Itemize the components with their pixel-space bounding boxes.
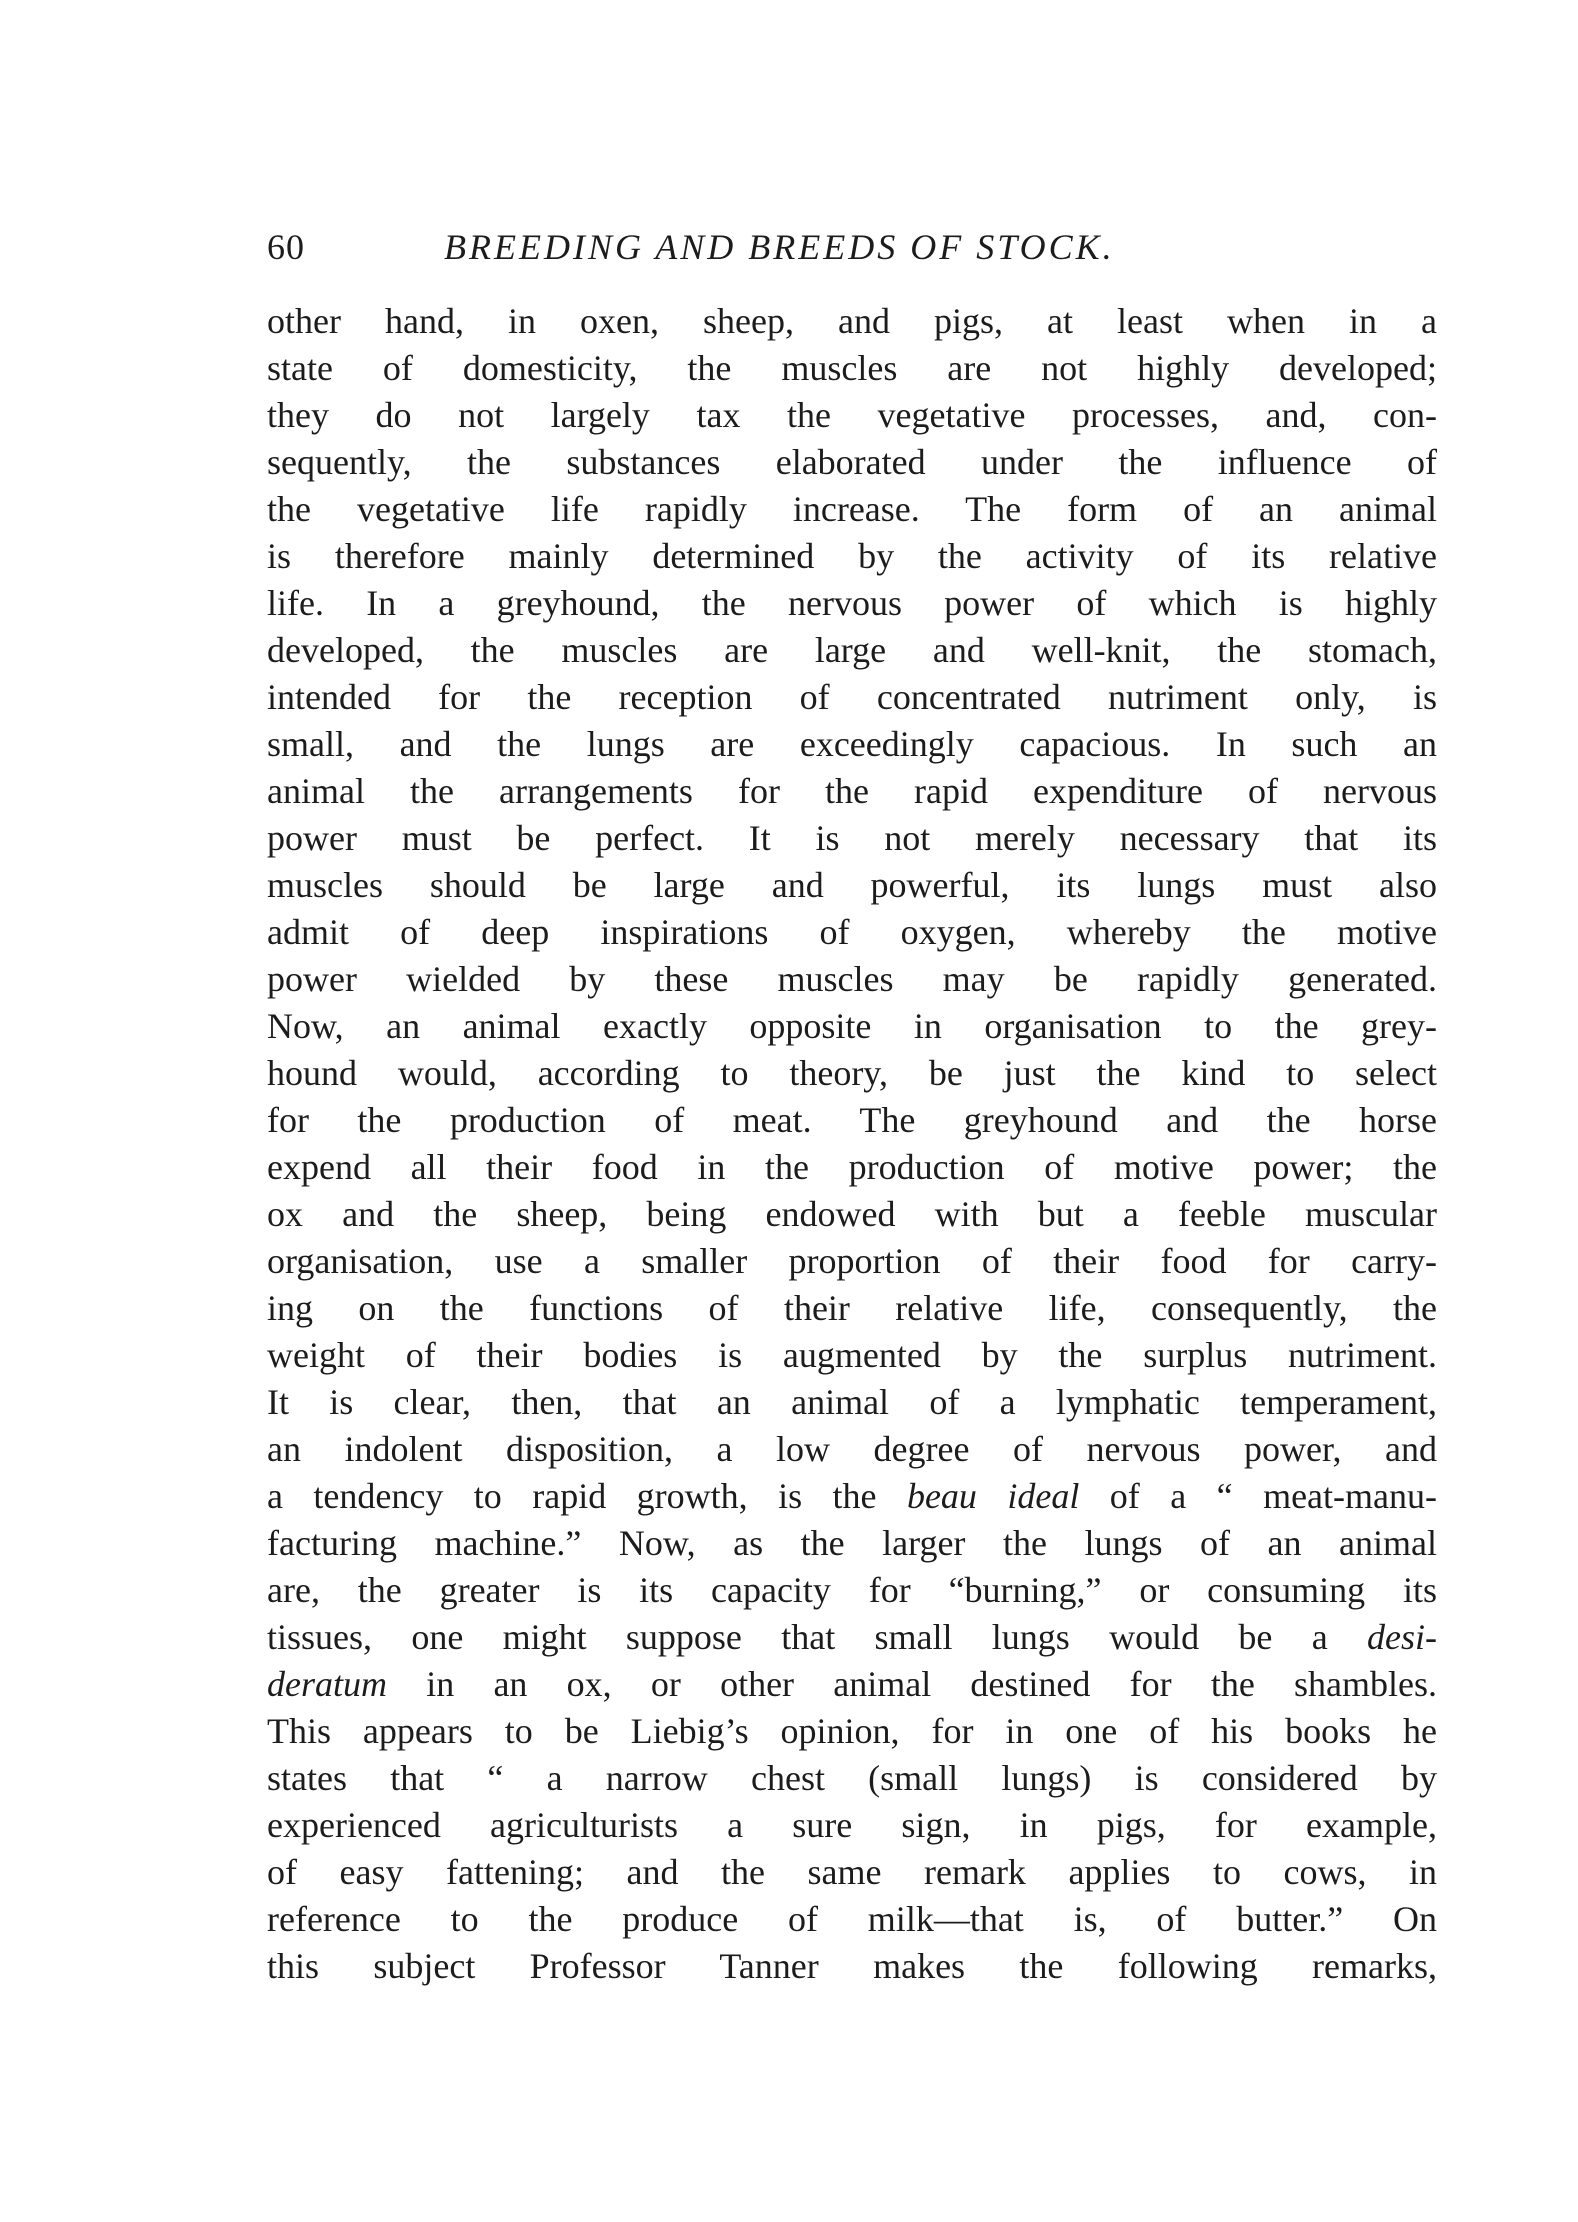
text-line: developed, the muscles are large and well-knit, the stomach,: [267, 630, 1437, 670]
text-line: of easy fattening; and the same remark applies to cows, in: [267, 1852, 1437, 1892]
text-segment: in an ox, or other animal destined for the shambles.: [387, 1664, 1437, 1704]
body-text: [267, 298, 1437, 1990]
text-line: an indolent disposition, a low degree of nervous power, and: [267, 1429, 1437, 1469]
italic-phrase: deratum: [267, 1664, 387, 1704]
text-line: intended for the reception of concentrated nutriment only, is: [267, 677, 1437, 717]
text-line: small, and the lungs are exceedingly capacious. In such an: [267, 724, 1437, 764]
text-line: weight of their bodies is augmented by the surplus nutriment.: [267, 1335, 1437, 1375]
text-line: hound would, according to theory, be just the kind to select: [267, 1053, 1437, 1093]
italic-phrase: desi-: [1367, 1617, 1437, 1657]
text-line: animal the arrangements for the rapid expenditure of nervous: [267, 771, 1437, 811]
text-line: [267, 1661, 1437, 1708]
text-line: power must be perfect. It is not merely necessary that its: [267, 818, 1437, 858]
text-line: life. In a greyhound, the nervous power of which is highly: [267, 583, 1437, 623]
text-line: muscles should be large and powerful, its lungs must also: [267, 865, 1437, 905]
text-line: facturing machine.” Now, as the larger the lungs of an animal: [267, 1523, 1437, 1563]
text-line: for the production of meat. The greyhound and the horse: [267, 1100, 1437, 1140]
text-line: this subject Professor Tanner makes the following remarks,: [267, 1946, 1437, 1986]
text-line: expend all their food in the production of motive power; the: [267, 1147, 1437, 1187]
text-line: states that “ a narrow chest (small lungs) is considered by: [267, 1758, 1437, 1798]
text-line: [267, 1473, 1437, 1520]
text-line: experienced agriculturists a sure sign, in pigs, for example,: [267, 1805, 1437, 1845]
text-line: ox and the sheep, being endowed with but a feeble muscular: [267, 1194, 1437, 1234]
text-line: organisation, use a smaller proportion of their food for carry-: [267, 1241, 1437, 1281]
text-line: they do not largely tax the vegetative processes, and, con-: [267, 395, 1437, 435]
text-line: other hand, in oxen, sheep, and pigs, at least when in a: [267, 301, 1437, 341]
text-line: admit of deep inspirations of oxygen, whereby the motive: [267, 912, 1437, 952]
running-title: BREEDING AND BREEDS OF STOCK.: [444, 227, 1115, 267]
text-line: Now, an animal exactly opposite in organisation to the grey-: [267, 1006, 1437, 1046]
text-line: This appears to be Liebig’s opinion, for in one of his books he: [267, 1711, 1437, 1751]
text-line: state of domesticity, the muscles are not highly developed;: [267, 348, 1437, 388]
text-segment: a tendency to rapid growth, is the: [267, 1476, 907, 1516]
text-line: is therefore mainly determined by the activity of its relative: [267, 536, 1437, 576]
text-line: reference to the produce of milk—that is, of butter.” On: [267, 1899, 1437, 1939]
text-line: ing on the functions of their relative life, consequently, the: [267, 1288, 1437, 1328]
text-segment: of a “ meat-manu-: [1079, 1476, 1437, 1516]
text-line: It is clear, then, that an animal of a lymphatic temperament,: [267, 1382, 1437, 1422]
running-head: [267, 222, 1437, 272]
page-number: 60: [267, 227, 305, 267]
text-line: sequently, the substances elaborated under the influence of: [267, 442, 1437, 482]
text-line: are, the greater is its capacity for “burning,” or consuming its: [267, 1570, 1437, 1610]
text-segment: tissues, one might suppose that small lungs would be a: [267, 1617, 1368, 1657]
text-line: power wielded by these muscles may be rapidly generated.: [267, 959, 1437, 999]
text-line: [267, 1614, 1437, 1661]
text-line: the vegetative life rapidly increase. The form of an animal: [267, 489, 1437, 529]
italic-phrase: beau ideal: [906, 1476, 1080, 1516]
